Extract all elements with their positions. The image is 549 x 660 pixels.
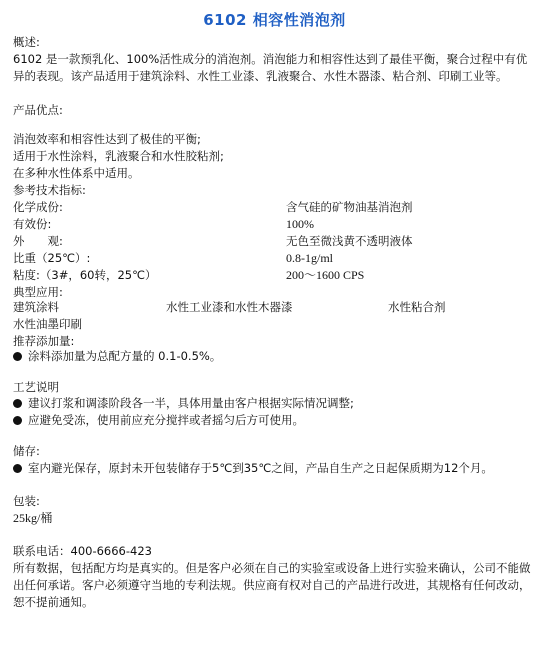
disclaimer-text: 所有数据，包括配方均是真实的。但是客户必须在自己的实验室或设备上进行实验来确认，公司不能做出任何承诺。客户必须遵守当地的专利法规。供应商有权对自己的产品进行改进，其规格有任何改动，恕不提前通知。 — [13, 561, 531, 609]
contact-phone: 联系电话：400-6666-423 — [13, 544, 152, 558]
spec-value: 100% — [286, 217, 314, 231]
packaging-text: 25kg/桶 — [13, 511, 53, 525]
storage-heading: 储存: — [13, 444, 40, 458]
spec-label: 化学成份: — [13, 200, 63, 214]
spec-label: 粘度:（3#，60转，25℃） — [13, 268, 157, 282]
dosage-heading: 推荐添加量: — [13, 334, 75, 348]
spec-value: 含气硅的矿物油基消泡剂 — [286, 200, 413, 214]
dosage-text: 涂料添加量为总配方量的 0.1-0.5%。 — [28, 349, 222, 363]
page-title: 6102 相容性消泡剂 — [203, 11, 346, 29]
overview-text: 6102 是一款预乳化、100%活性成分的消泡剂。消泡能力和相容性达到了最佳平衡，聚合过程中有优异的表现。该产品适用于建筑涂料、水性工业漆、乳液聚合、水性木器漆、粘合剂、印刷工业等。 — [13, 52, 528, 83]
spec-label: 外 观: — [13, 234, 63, 248]
bullet-icon — [13, 416, 22, 425]
application-item: 水性粘合剂 — [388, 300, 446, 314]
application-item: 水性油墨印刷 — [13, 317, 82, 331]
process-heading: 工艺说明 — [13, 380, 59, 394]
spec-label: 有效份: — [13, 217, 52, 231]
spec-value: 200～1600 CPS — [286, 268, 365, 282]
packaging-heading: 包装: — [13, 494, 40, 508]
application-item: 水性工业漆和水性木器漆 — [166, 300, 293, 314]
advantage-item: 消泡效率和相容性达到了极佳的平衡; — [13, 132, 201, 146]
process-text: 建议打浆和调漆阶段各一半，具体用量由客户根据实际情况调整; — [28, 396, 354, 410]
bullet-icon — [13, 352, 22, 361]
overview-heading: 概述: — [13, 35, 40, 49]
bullet-icon — [13, 464, 22, 473]
process-text: 应避免受冻，使用前应充分搅拌或者摇匀后方可使用。 — [28, 413, 304, 427]
process-item — [13, 412, 304, 429]
spec-value: 0.8-1g/ml — [286, 251, 333, 265]
applications-heading: 典型应用: — [13, 285, 63, 299]
storage-text: 室内避光保存，原封未开包装储存于5℃到35℃之间，产品自生产之日起保质期为12个月。 — [28, 461, 493, 475]
process-item — [13, 395, 354, 412]
advantage-item: 适用于水性涂料，乳液聚合和水性胶粘剂; — [13, 149, 224, 163]
advantage-item: 在多种水性体系中适用。 — [13, 166, 140, 180]
bullet-icon — [13, 399, 22, 408]
advantages-heading: 产品优点: — [13, 103, 63, 117]
specs-heading: 参考技术指标: — [13, 183, 86, 197]
spec-label: 比重（25℃）: — [13, 251, 91, 265]
storage-item — [13, 460, 493, 477]
spec-value: 无色至微浅黄不透明液体 — [286, 234, 413, 248]
application-item: 建筑涂料 — [13, 300, 59, 314]
dosage-item — [13, 348, 221, 365]
